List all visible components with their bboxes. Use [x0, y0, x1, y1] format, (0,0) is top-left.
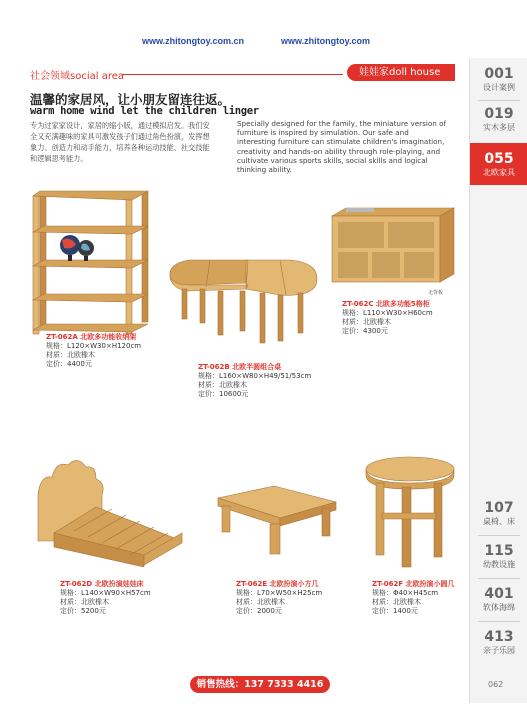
storage-shelf-image: [30, 188, 158, 336]
product-price: 定价：1400元: [372, 607, 418, 615]
sidebar-item-number: 019: [484, 106, 514, 122]
product-material: 材质：北欧橡木: [198, 381, 247, 389]
sidebar-item-number: 413: [484, 629, 514, 645]
semicircle-table-image: [160, 255, 328, 365]
product-material: 材质：北欧橡木: [46, 351, 95, 359]
product-material: 材质：北欧橡木: [236, 598, 285, 606]
product-size: 规格：L110×W30×H60cm: [342, 309, 433, 317]
product-spec-062d: [60, 580, 151, 616]
product-spec-062e: [236, 580, 322, 616]
section-label-social: 社会领域social area: [30, 71, 124, 82]
catalog-sidebar: [469, 58, 527, 703]
sidebar-item-label: 亲子乐园: [483, 646, 515, 655]
product-code: ZT-062F 北欧扮演小圆几: [372, 580, 455, 588]
product-code: ZT-062B 北欧半圆组合桌: [198, 363, 282, 371]
sidebar-item-tables-beds[interactable]: [470, 498, 527, 532]
intro-text-chinese: 专为过家家设计，家居的缩小版，通过模拟启发。我们安全又充满趣味的家具可激发孩子们通过角色扮演，发挥想象力、创造力和动手能力，培养各种运动技能、社交技能和逻辑思考能力。: [30, 121, 210, 163]
section-header: [30, 64, 455, 82]
sidebar-divider: [478, 535, 520, 536]
sidebar-item-family-park[interactable]: [470, 627, 527, 661]
sidebar-item-number: 401: [484, 586, 514, 602]
product-price: 定价：4400元: [46, 360, 92, 368]
url-left-link[interactable]: www.zhitongtoy.com.cn: [142, 36, 244, 46]
sidebar-item-nordic-furniture[interactable]: [470, 143, 527, 185]
headline-chinese: 温馨的家居风，让小朋友留连往返。: [30, 92, 231, 107]
sidebar-item-number: 107: [484, 500, 514, 516]
sidebar-item-design-cases[interactable]: [470, 64, 527, 98]
product-material: 材质：北欧橡木: [60, 598, 109, 606]
product-material: 材质：北欧橡木: [372, 598, 421, 606]
square-tea-table-image: [210, 480, 342, 556]
product-spec-062b: [198, 363, 311, 399]
url-right-link[interactable]: www.zhitongtoy.com: [281, 36, 370, 46]
product-spec-062a: [46, 333, 141, 369]
page-number: 062: [488, 680, 504, 689]
product-size: 规格：L160×W80×H49/51/53cm: [198, 372, 312, 380]
product-code: ZT-062C 北欧多功能5格柜: [342, 300, 430, 308]
no-backboard-note: 无背板: [428, 290, 444, 296]
sidebar-item-label: 设计案例: [483, 83, 515, 92]
sidebar-item-solid-wood[interactable]: [470, 104, 527, 138]
product-size: 规格：L70×W50×H25cm: [236, 589, 323, 597]
section-label-dollhouse: 娃娃家doll house: [347, 64, 455, 81]
product-material: 材质：北欧橡木: [342, 318, 391, 326]
product-size: 规格：L140×W90×H57cm: [60, 589, 151, 597]
product-spec-062c: [342, 300, 433, 336]
product-price: 定价：5200元: [60, 607, 106, 615]
doll-bed-image: [34, 455, 184, 567]
sidebar-divider: [478, 578, 520, 579]
product-code: ZT-062A 北欧多功能收纳架: [46, 333, 137, 341]
sidebar-divider: [478, 621, 520, 622]
header-urls: [0, 36, 460, 50]
sidebar-item-preschool-facilities[interactable]: [470, 541, 527, 575]
five-grid-cabinet-image: [328, 204, 456, 288]
product-code: ZT-062E 北欧扮演小方几: [236, 580, 319, 588]
sidebar-item-soft-sponge[interactable]: [470, 584, 527, 618]
sidebar-item-label: 幼教设施: [483, 560, 515, 569]
intro-text-english: Specially designed for the family, the miniature version of furniture is inspired by simulation. Our safe and interesting furniture can stimulate children's imagination, creativity and hands-on ability through role-playing, and cultivate various sports skills, social skills and logical thinking ability.: [237, 119, 446, 175]
product-spec-062f: [372, 580, 455, 616]
sidebar-item-number: 115: [484, 543, 514, 559]
product-price: 定价：10600元: [198, 390, 249, 398]
sidebar-item-label: 软体海绵: [483, 603, 515, 612]
sidebar-divider: [478, 100, 520, 101]
sidebar-item-number: 055: [484, 151, 514, 167]
product-code: ZT-062D 北欧扮演娃娃床: [60, 580, 144, 588]
section-divider: [122, 74, 343, 75]
sidebar-item-number: 001: [484, 66, 514, 82]
sidebar-item-label: 实木多层: [483, 123, 515, 132]
product-size: 规格：Φ40×H45cm: [372, 589, 439, 597]
product-size: 规格：L120×W30×H120cm: [46, 342, 142, 350]
sales-hotline: 销售热线：137 7333 4416: [190, 676, 330, 693]
sidebar-item-label: 桌椅、床: [483, 517, 515, 526]
product-price: 定价：2000元: [236, 607, 282, 615]
headline-english: warm home wind let the children linger: [30, 105, 259, 117]
sidebar-item-label: 北欧家具: [483, 168, 515, 177]
round-tea-table-image: [364, 455, 456, 570]
product-price: 定价：4300元: [342, 327, 388, 335]
